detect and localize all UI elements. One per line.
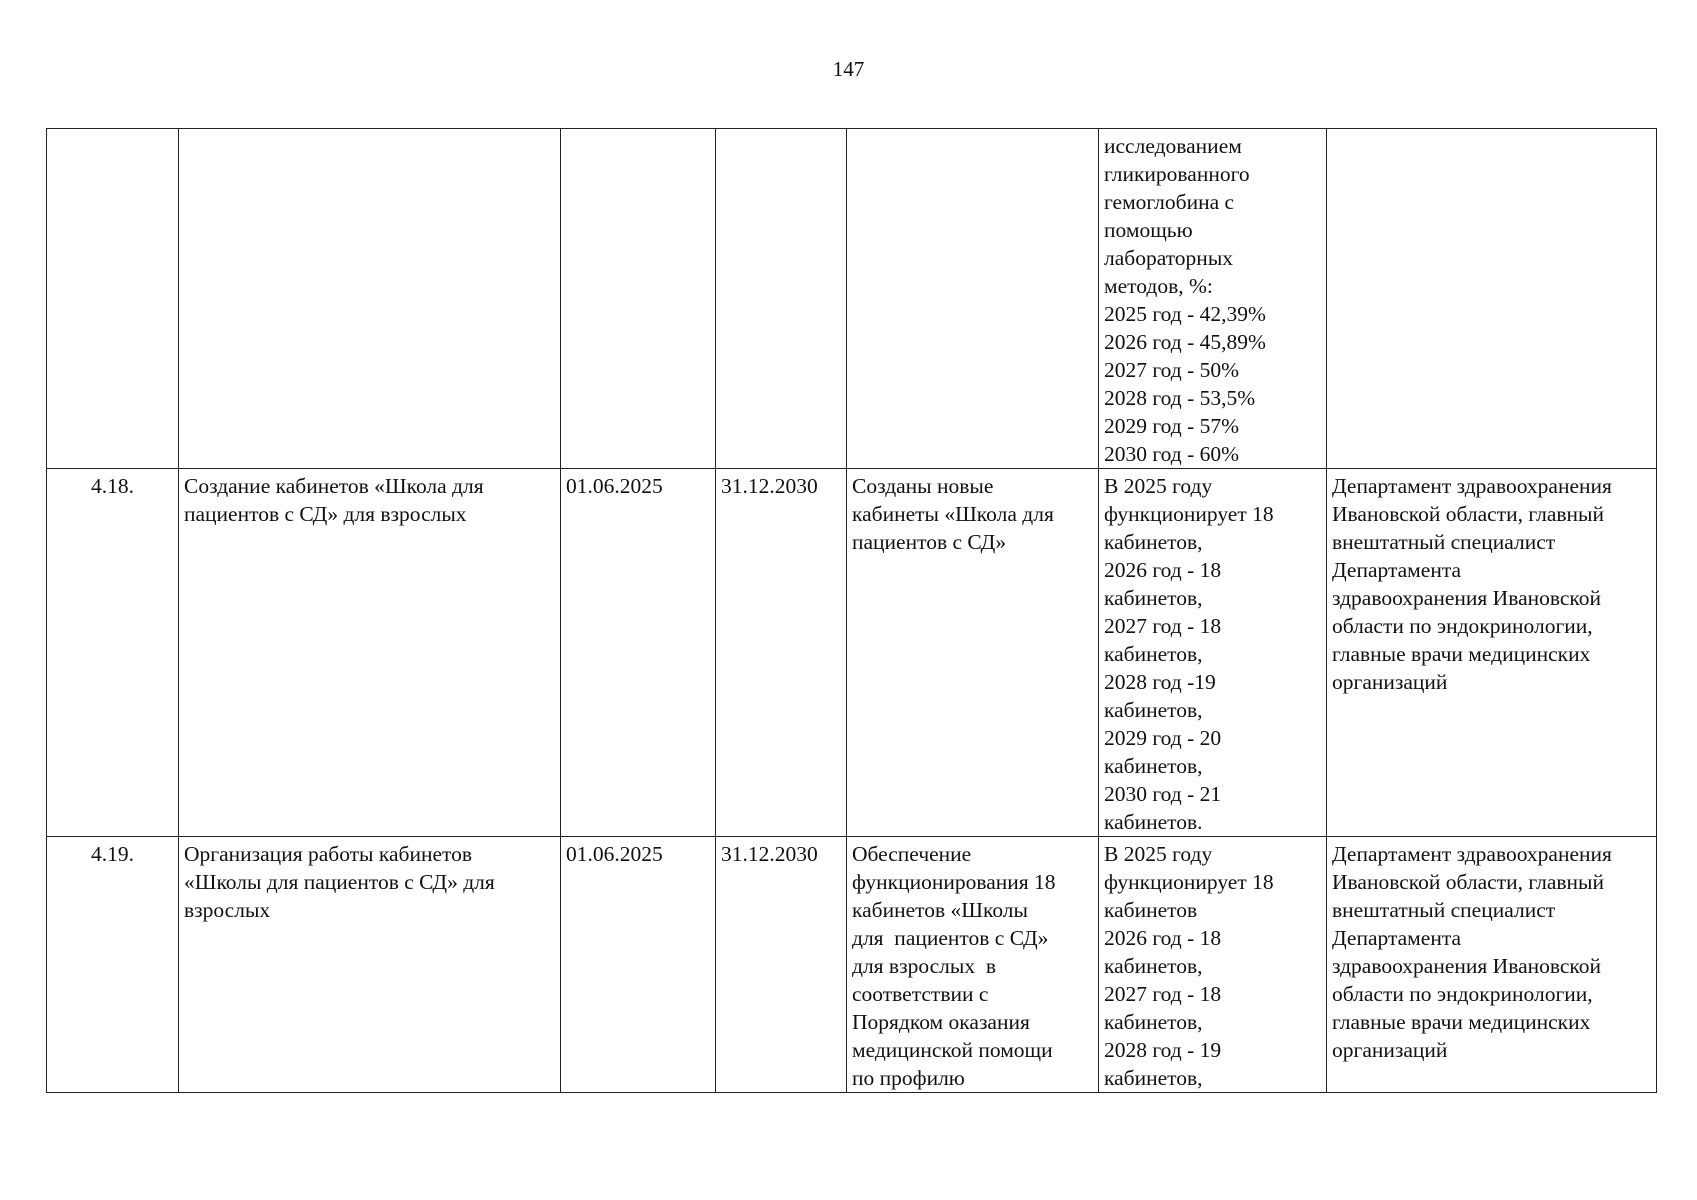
cell-line: здравоохранения Ивановской xyxy=(1332,954,1602,978)
table-row xyxy=(47,129,1657,469)
cell-line: 2026 год - 18 xyxy=(1104,926,1222,950)
cell-line: В 2025 году xyxy=(1104,474,1213,498)
cell-line: медицинской помощи xyxy=(852,1038,1053,1062)
cell-line: функционирует 18 xyxy=(1104,870,1274,894)
cell-line: области по эндокринологии, xyxy=(1332,982,1593,1006)
cell-line: по профилю xyxy=(852,1066,965,1090)
cell-line: взрослых xyxy=(184,898,271,922)
cell-line: здравоохранения Ивановской xyxy=(1332,586,1602,610)
cell-line: области по эндокринологии, xyxy=(1332,614,1593,638)
start-date-cell: 01.06.2025 xyxy=(561,469,716,837)
responsible-cell xyxy=(1327,129,1657,469)
activity-name-cell xyxy=(179,837,561,1093)
cell-line: 2026 год - 18 xyxy=(1104,558,1222,582)
cell-line: 2028 год - 53,5% xyxy=(1104,386,1256,410)
cell-line: кабинетов. xyxy=(1104,810,1203,834)
page-number: 147 xyxy=(832,57,865,81)
cell-line: лабораторных xyxy=(1104,246,1234,270)
cell-line: гликированного xyxy=(1104,162,1250,186)
cell-line: кабинетов «Школы xyxy=(852,898,1028,922)
cell-line: 2026 год - 45,89% xyxy=(1104,330,1266,354)
cell-line: кабинетов, xyxy=(1104,586,1203,610)
start-date-cell xyxy=(561,129,716,469)
cell-line: для взрослых в xyxy=(852,954,996,978)
cell-line: Департамент здравоохранения xyxy=(1332,842,1612,866)
cell-line: главные врачи медицинских xyxy=(1332,642,1591,666)
end-date-cell: 31.12.2030 xyxy=(716,469,847,837)
cell-line: «Школы для пациентов с СД» для xyxy=(184,870,495,894)
cell-line: 2029 год - 20 xyxy=(1104,726,1222,750)
cell-line: 2030 год - 21 xyxy=(1104,782,1222,806)
cell-line: Департамент здравоохранения xyxy=(1332,474,1612,498)
cell-line: гемоглобина с xyxy=(1104,190,1235,214)
cell-line: кабинетов, xyxy=(1104,1010,1203,1034)
cell-line: 2027 год - 18 xyxy=(1104,614,1222,638)
indicator-cell xyxy=(1099,837,1327,1093)
cell-line: кабинетов, xyxy=(1104,1066,1203,1090)
cell-line: кабинеты «Школа для xyxy=(852,502,1054,526)
cell-line: пациентов с СД» xyxy=(852,530,1007,554)
cell-line: организаций xyxy=(1332,670,1448,694)
cell-line: для пациентов с СД» xyxy=(852,926,1049,950)
cell-line: кабинетов, xyxy=(1104,642,1203,666)
end-date-cell xyxy=(716,129,847,469)
cell-line: 2027 год - 50% xyxy=(1104,358,1240,382)
cell-line: кабинетов, xyxy=(1104,530,1203,554)
cell-line: главные врачи медицинских xyxy=(1332,1010,1591,1034)
cell-line: организаций xyxy=(1332,1038,1448,1062)
cell-line: помощью xyxy=(1104,218,1193,242)
cell-line: внештатный специалист xyxy=(1332,898,1556,922)
end-date-cell: 31.12.2030 xyxy=(716,837,847,1093)
start-date-cell: 01.06.2025 xyxy=(561,837,716,1093)
cell-line: 2030 год - 60% xyxy=(1104,442,1240,466)
cell-line: Ивановской области, главный xyxy=(1332,502,1604,526)
cell-line: Обеспечение xyxy=(852,842,972,866)
responsible-cell xyxy=(1327,837,1657,1093)
activity-name-cell xyxy=(179,129,561,469)
result-cell xyxy=(847,837,1099,1093)
table-row xyxy=(47,469,1657,837)
cell-line: Порядком оказания xyxy=(852,1010,1030,1034)
activity-table xyxy=(46,128,1657,1093)
indicator-cell xyxy=(1099,129,1327,469)
result-cell xyxy=(847,129,1099,469)
cell-line: 2027 год - 18 xyxy=(1104,982,1222,1006)
table-row xyxy=(47,837,1657,1093)
cell-line: методов, %: xyxy=(1104,274,1213,298)
cell-line: 2028 год -19 xyxy=(1104,670,1216,694)
row-number-cell: 4.19. xyxy=(47,837,179,1093)
result-cell xyxy=(847,469,1099,837)
cell-line: пациентов с СД» для взрослых xyxy=(184,502,467,526)
cell-line: кабинетов, xyxy=(1104,754,1203,778)
cell-line: Созданы новые xyxy=(852,474,994,498)
cell-line: кабинетов xyxy=(1104,898,1198,922)
indicator-cell xyxy=(1099,469,1327,837)
cell-line: Ивановской области, главный xyxy=(1332,870,1604,894)
cell-line: Департамента xyxy=(1332,558,1462,582)
cell-line: В 2025 году xyxy=(1104,842,1213,866)
cell-line: Создание кабинетов «Школа для xyxy=(184,474,484,498)
cell-line: функционирования 18 xyxy=(852,870,1056,894)
responsible-cell xyxy=(1327,469,1657,837)
row-number-cell xyxy=(47,129,179,469)
cell-line: 2028 год - 19 xyxy=(1104,1038,1222,1062)
cell-line: кабинетов, xyxy=(1104,954,1203,978)
row-number-cell: 4.18. xyxy=(47,469,179,837)
cell-line: внештатный специалист xyxy=(1332,530,1556,554)
cell-line: 2025 год - 42,39% xyxy=(1104,302,1266,326)
cell-line: кабинетов, xyxy=(1104,698,1203,722)
cell-line: соответствии с xyxy=(852,982,989,1006)
activity-name-cell xyxy=(179,469,561,837)
cell-line: Департамента xyxy=(1332,926,1462,950)
cell-line: Организация работы кабинетов xyxy=(184,842,473,866)
cell-line: функционирует 18 xyxy=(1104,502,1274,526)
cell-line: исследованием xyxy=(1104,134,1242,158)
cell-line: 2029 год - 57% xyxy=(1104,414,1240,438)
